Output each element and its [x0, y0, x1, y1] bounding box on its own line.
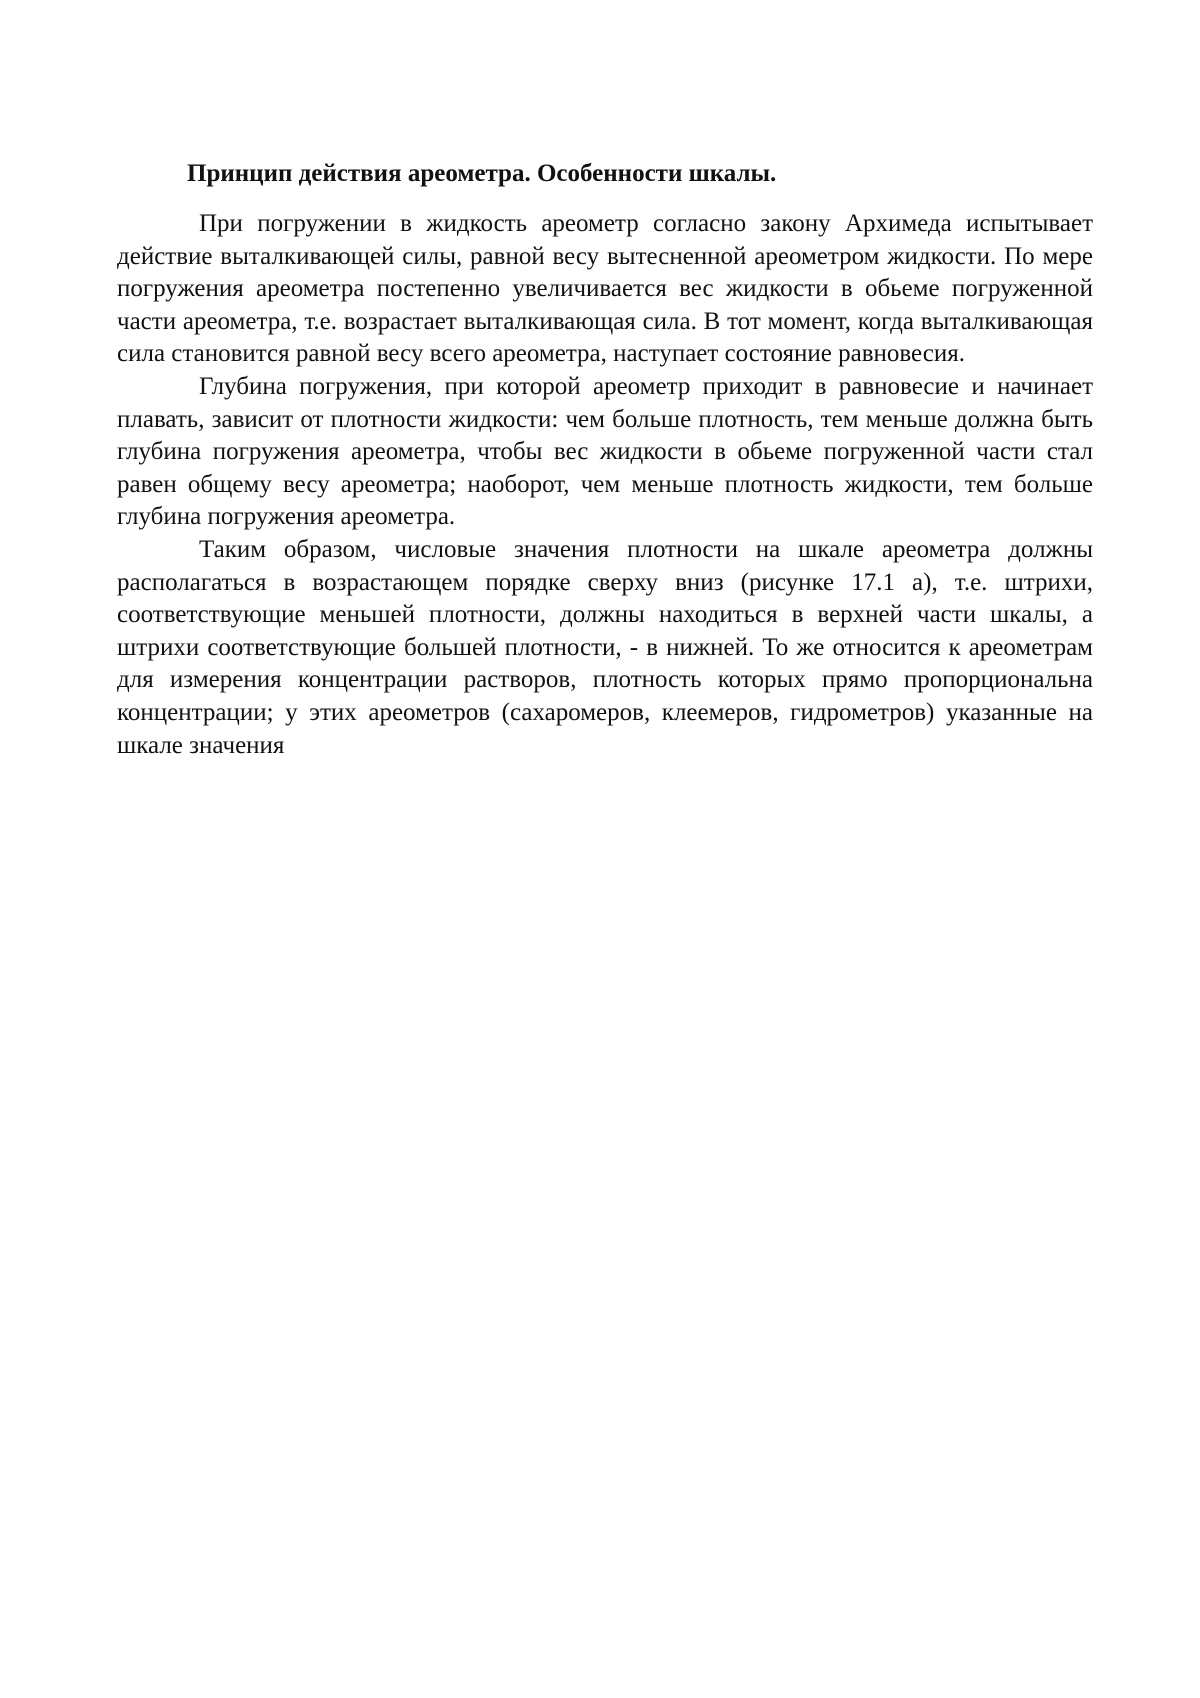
document-title: Принцип действия ареометра. Особенности шкалы.	[187, 160, 777, 187]
document-body	[117, 158, 1093, 762]
paragraph-scale-order: Таким образом, числовые значения плотности на шкале ареометра должны располагаться в возрастающем порядке сверху вниз (рисунке 17.1 а), т.е. штрихи, соответствующие меньшей плотности, должны находиться в верхней части шкалы, а штрихи соответствующие большей плотности, - в нижней. То же относится к ареометрам для измерения концентрации растворов, плотность которых прямо пропорциональна концентрации; у этих ареометров (сахаромеров, клеемеров, гидрометров) указанные на шкале значения	[117, 535, 1093, 759]
paragraph-archimedes: При погружении в жидкость ареометр согласно закону Архимеда испытывает действие выталкивающей силы, равной весу вытесненной ареометром жидкости. По мере погружения ареометра постепенно увеличивается вес жидкости в обьеме погруженной части ареометра, т.е. возрастает выталкивающая сила. В тот момент, когда выталкивающая сила становится равной весу всего ареометра, наступает состояние равновесия.	[117, 210, 1093, 368]
paragraph-immersion-depth: Глубина погружения, при которой ареометр приходит в равновесие и начинает плавать, зависит от плотности жидкости: чем больше плотность, тем меньше должна быть глубина погружения ареометра, чтобы вес жидкости в обьеме погруженной части стал равен общему весу ареометра; наоборот, чем меньше плотность жидкости, тем больше глубина погружения ареометра.	[117, 372, 1093, 531]
